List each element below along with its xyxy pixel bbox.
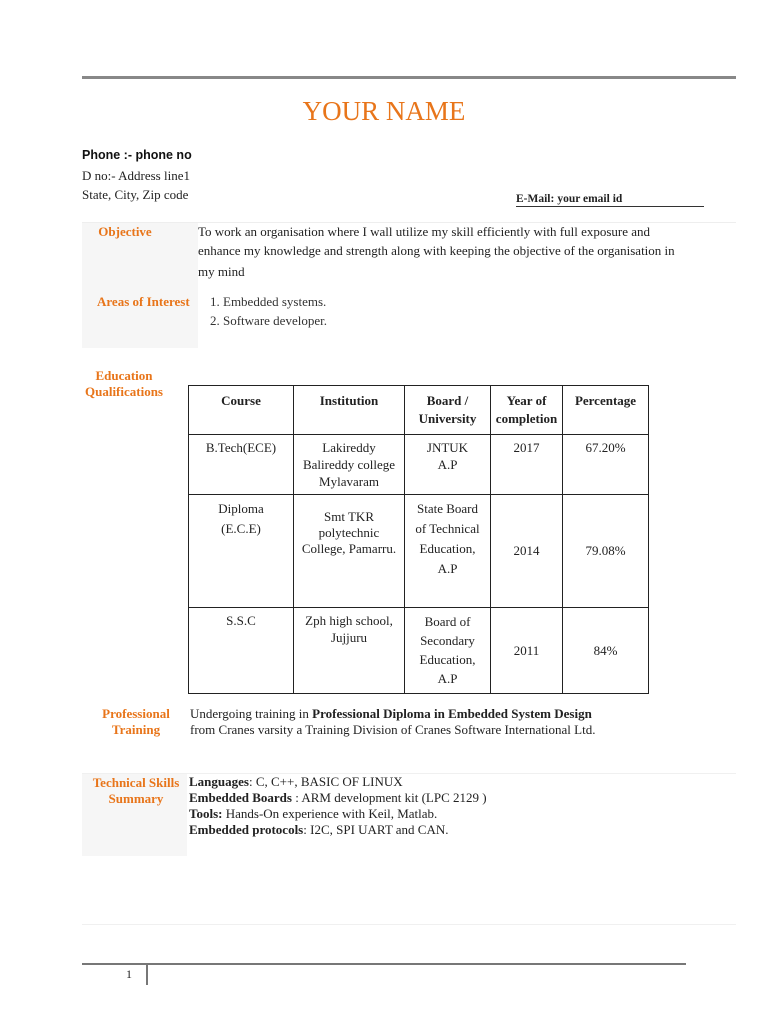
board-line-1: JNTUK [426,440,469,455]
cell-percentage: 84% [563,608,649,694]
institution-line-1: Smt TKR [324,509,374,524]
tools-value: Hands-On experience with Keil, Matlab. [222,806,438,821]
institution-line-3: College, Pamarru. [301,541,397,556]
cell-institution [294,608,405,694]
course-line-2: (E.C.E) [221,521,261,536]
objective-line-3: my mind [198,264,245,279]
header-board-line-2: University [418,411,477,426]
resume-name: YOUR NAME [302,96,466,126]
training-prefix: Undergoing training in [190,706,313,721]
header-year-line-1: Year of [506,393,547,408]
course-line-1: B.Tech(ECE) [205,440,277,455]
training-label-line-1: Professional [102,706,170,721]
header-board [405,386,491,435]
board-line-2: Secondary [420,633,475,648]
training-course: Professional Diploma in Embedded System Design [312,706,592,721]
training-line-1 [190,706,736,722]
header-institution: Institution [294,386,405,435]
skills-label-line-1: Technical Skills [92,775,180,790]
institution-line-1: Zph high school, [305,613,393,628]
cell-board [405,435,491,495]
cell-course [189,608,294,694]
board-line-1: Board of [424,614,471,629]
top-rule [82,76,736,79]
board-line-2: of Technical [415,521,480,536]
objective-line-2: enhance my knowledge and strength along with keeping the objective of the organisation in [198,243,675,258]
tools-label: Tools: [189,806,223,821]
course-line-1: Diploma [218,501,264,516]
cell-year: 2017 [491,435,563,495]
institution-line-3: Mylavaram [319,474,379,489]
cell-course [189,495,294,608]
languages-value: : C, C++, BASIC OF LINUX [248,774,403,789]
education-label-line-1: Education [95,368,153,383]
cell-percentage: 79.08% [563,495,649,608]
objective-text [198,222,728,281]
header-course: Course [189,386,294,435]
interests-label: Areas of Interest [97,294,190,309]
skills-label-line-2: Summary [108,791,164,806]
board-line-4: A.P [437,561,458,576]
cell-course [189,435,294,495]
cell-institution [294,435,405,495]
institution-line-2: polytechnic [318,525,380,540]
cell-year: 2014 [491,495,563,608]
protocols-label: Embedded protocols [189,822,304,837]
education-label [82,368,166,400]
board-line-1: State Board [416,501,478,516]
header-board-line-1: Board / [426,393,469,408]
cell-board [405,608,491,694]
table-header-row [189,386,649,435]
training-label [92,706,180,738]
interest-item: 2. Software developer. [223,311,503,330]
email-label: E-Mail: [516,193,555,205]
skills-tools [189,806,729,822]
page-number: 1 [126,967,132,981]
objective-line-1: To work an organisation where I wall utilize my skill efficiently with full exposure and [198,224,651,239]
board-line-4: A.P [437,671,458,686]
boards-label: Embedded Boards [189,790,292,805]
protocols-value: : I2C, SPI UART and CAN. [303,822,449,837]
header-percentage: Percentage [563,386,649,435]
cell-percentage: 67.20% [563,435,649,495]
objective-label: Objective [98,224,152,239]
education-label-line-2: Qualifications [84,384,163,399]
cell-institution [294,495,405,608]
email-line [516,193,704,207]
institution-line-2: Balireddy college [302,457,396,472]
training-label-line-2: Training [111,722,161,737]
address-line-2: State, City, Zip code [82,187,189,202]
skills-boards [189,790,729,806]
section-divider [82,924,736,925]
institution-line-1: Lakireddy [322,440,376,455]
board-line-3: Education, [419,541,476,556]
boards-value: : ARM development kit (LPC 2129 ) [291,790,487,805]
skills-text [189,774,729,838]
table-row [189,608,649,694]
interests-list [203,292,503,330]
board-line-2: A.P [437,457,458,472]
table-row [189,495,649,608]
training-text [190,706,736,738]
page-number-separator [146,963,148,985]
email-value: your email id [557,193,623,205]
education-table [188,385,649,694]
address-line-1: D no:- Address line1 [82,168,190,183]
skills-label [86,775,186,807]
header-year [491,386,563,435]
course-line-1: S.S.C [226,613,256,628]
footer-rule [82,963,686,965]
header-year-line-2: completion [495,411,558,426]
label-column-shade [82,223,198,348]
education-table-wrap [188,385,649,694]
table-row [189,435,649,495]
cell-year: 2011 [491,608,563,694]
cell-board [405,495,491,608]
skills-protocols [189,822,729,838]
board-line-3: Education, [419,652,476,667]
phone-line: Phone :- phone no [82,148,192,162]
interest-item: 1. Embedded systems. [223,292,503,311]
skills-languages [189,774,729,790]
languages-label: Languages [189,774,249,789]
institution-line-2: Jujjuru [330,630,368,645]
training-line-2: from Cranes varsity a Training Division of Cranes Software International Ltd. [190,722,596,737]
